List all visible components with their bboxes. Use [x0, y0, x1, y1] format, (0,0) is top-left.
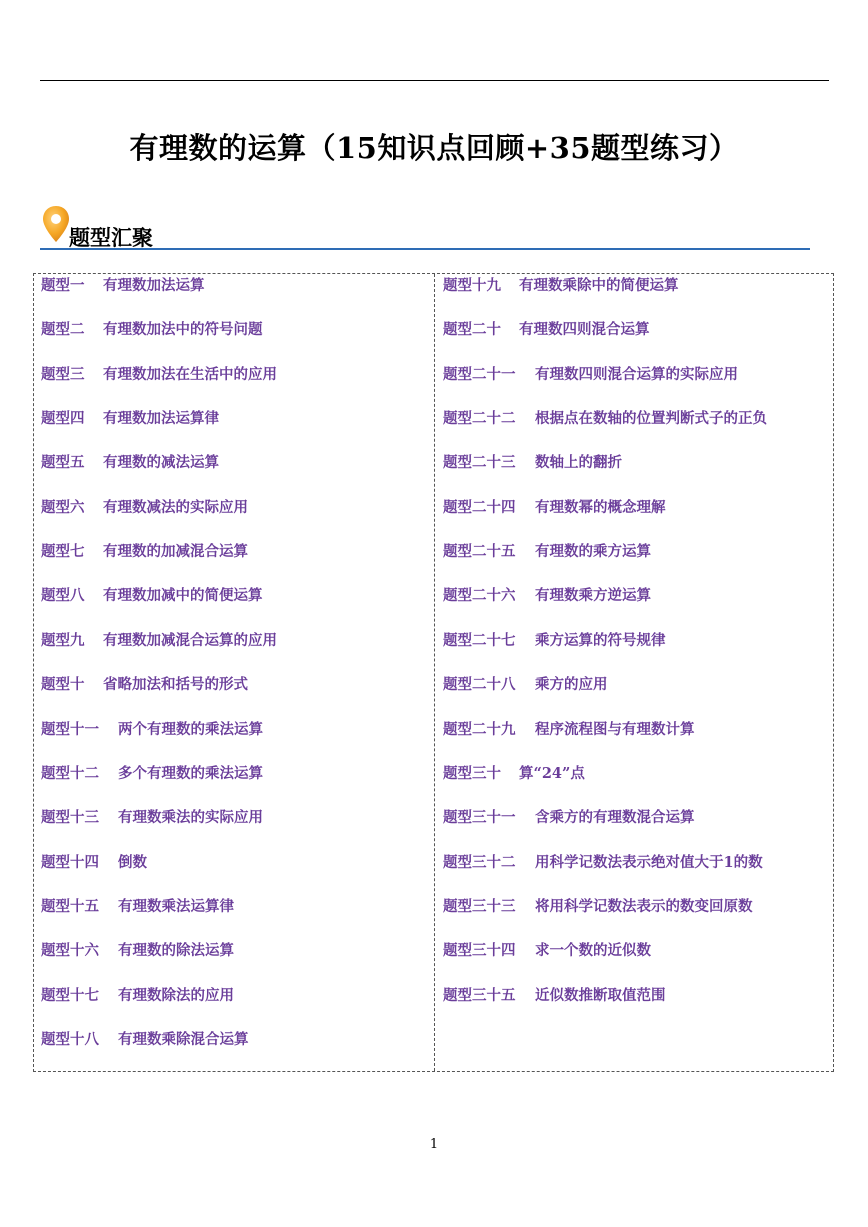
toc-item-number: 题型二十	[443, 321, 501, 339]
toc-item[interactable]	[443, 365, 738, 385]
toc-item-name: 程序流程图与有理数计算	[535, 720, 695, 738]
toc-item-name: 将用科学记数法表示的数变回原数	[535, 897, 753, 915]
toc-item-number: 题型二十二	[443, 410, 516, 428]
toc-item[interactable]	[443, 720, 695, 740]
toc-item-number: 题型三十	[443, 764, 501, 782]
toc-item[interactable]	[41, 365, 277, 385]
toc-item[interactable]	[443, 453, 622, 473]
toc-item-number: 题型八	[41, 587, 85, 605]
toc-item[interactable]	[41, 498, 248, 518]
toc-item-name: 有理数乘法运算律	[118, 897, 234, 915]
toc-item[interactable]	[443, 409, 767, 429]
toc-item-number: 题型二十一	[443, 365, 516, 383]
toc-item[interactable]	[443, 986, 666, 1006]
section-title: 题型汇聚	[69, 225, 153, 250]
toc-item-number: 题型三十二	[443, 853, 516, 871]
toc-item-number: 题型十四	[41, 853, 99, 871]
toc-item[interactable]	[443, 498, 666, 518]
toc-item-number: 题型二十七	[443, 631, 516, 649]
toc-item[interactable]	[443, 941, 651, 961]
toc-item[interactable]	[41, 1030, 249, 1050]
toc-item-name: 有理数加法在生活中的应用	[103, 365, 277, 383]
toc-item[interactable]	[41, 631, 277, 651]
toc-item[interactable]	[443, 586, 651, 606]
toc-item-number: 题型五	[41, 454, 85, 472]
toc-item-number: 题型三十五	[443, 986, 516, 1004]
toc-item-name: 倒数	[118, 853, 147, 871]
toc-item-number: 题型六	[41, 498, 85, 516]
toc-item[interactable]	[443, 542, 651, 562]
toc-item-name: 省略加法和括号的形式	[103, 676, 248, 694]
toc-item[interactable]	[41, 675, 248, 695]
toc-item-name: 有理数的除法运算	[118, 942, 234, 960]
toc-item-name: 含乘方的有理数混合运算	[535, 809, 695, 827]
toc-item-number: 题型四	[41, 410, 85, 428]
toc-item-name: 根据点在数轴的位置判断式子的正负	[535, 410, 767, 428]
toc-item-number: 题型二	[41, 321, 85, 339]
toc-item[interactable]	[41, 320, 263, 340]
toc-item-name: 有理数加法运算	[103, 277, 205, 294]
toc-item[interactable]	[41, 542, 248, 562]
toc-item-number: 题型二十五	[443, 543, 516, 561]
toc-item-number: 题型十一	[41, 720, 99, 738]
header-rule	[40, 80, 829, 81]
toc-item-name: 有理数的加减混合运算	[103, 543, 248, 561]
toc-item[interactable]	[443, 897, 753, 917]
toc-item-number: 题型三十四	[443, 942, 516, 960]
toc-item[interactable]	[41, 409, 219, 429]
question-type-table	[33, 273, 834, 1072]
toc-item-number: 题型十六	[41, 942, 99, 960]
toc-item-name: 有理数减法的实际应用	[103, 498, 248, 516]
toc-item[interactable]	[41, 986, 234, 1006]
toc-item-number: 题型十七	[41, 986, 99, 1004]
location-pin-icon	[41, 204, 71, 244]
toc-item[interactable]	[41, 808, 263, 828]
toc-item-number: 题型三	[41, 365, 85, 383]
toc-item-number: 题型十八	[41, 1030, 99, 1048]
toc-item-name: 数轴上的翻折	[535, 454, 622, 472]
toc-item[interactable]	[443, 675, 608, 695]
toc-item-number: 题型三十一	[443, 809, 516, 827]
toc-item-name: 近似数推断取值范围	[535, 986, 666, 1004]
toc-item-number: 题型十二	[41, 764, 99, 782]
toc-item[interactable]	[41, 897, 234, 917]
section-header	[40, 202, 810, 250]
toc-item[interactable]	[443, 764, 585, 784]
toc-item-name: 求一个数的近似数	[535, 942, 651, 960]
toc-item-number: 题型十三	[41, 809, 99, 827]
toc-item-name: 有理数幂的概念理解	[535, 498, 666, 516]
toc-item-number: 题型二十八	[443, 676, 516, 694]
toc-item-name: 两个有理数的乘法运算	[118, 720, 263, 738]
toc-item[interactable]	[41, 453, 219, 473]
toc-item-number: 题型三十三	[443, 897, 516, 915]
toc-item-number: 题型一	[41, 277, 85, 294]
toc-item[interactable]	[443, 808, 695, 828]
toc-item[interactable]	[443, 320, 650, 340]
toc-item-number: 题型十	[41, 676, 85, 694]
document-title: 有理数的运算（15知识点回顾+35题型练习）	[129, 131, 739, 165]
toc-item[interactable]	[443, 853, 763, 873]
toc-item-number: 题型十九	[443, 277, 501, 294]
toc-item-number: 题型十五	[41, 897, 99, 915]
toc-item-name: 用科学记数法表示绝对值大于1的数	[535, 853, 763, 871]
toc-item-name: 有理数加减中的简便运算	[103, 587, 263, 605]
toc-item-number: 题型二十九	[443, 720, 516, 738]
toc-item-name: 有理数乘除中的简便运算	[519, 277, 679, 294]
toc-item[interactable]	[41, 720, 263, 740]
toc-item-name: 有理数加法中的符号问题	[103, 321, 263, 339]
toc-item-name: 有理数乘方逆运算	[535, 587, 651, 605]
toc-item-name: 乘方运算的符号规律	[535, 631, 666, 649]
toc-item-number: 题型七	[41, 543, 85, 561]
toc-item[interactable]	[41, 853, 147, 873]
toc-item[interactable]	[443, 276, 679, 296]
toc-item[interactable]	[41, 586, 263, 606]
toc-item-name: 有理数除法的应用	[118, 986, 234, 1004]
toc-item-name: 有理数四则混合运算	[519, 321, 650, 339]
toc-item-number: 题型九	[41, 631, 85, 649]
page-number: 1	[429, 1137, 439, 1152]
toc-item-name: 有理数四则混合运算的实际应用	[535, 365, 738, 383]
toc-item-name: 有理数的减法运算	[103, 454, 219, 472]
toc-item-name: 有理数乘法的实际应用	[118, 809, 263, 827]
toc-item-name: 有理数加减混合运算的应用	[103, 631, 277, 649]
toc-item-name: 多个有理数的乘法运算	[118, 764, 263, 782]
toc-item-name: 有理数加法运算律	[103, 410, 219, 428]
toc-item[interactable]	[41, 276, 205, 296]
toc-item[interactable]	[41, 941, 234, 961]
toc-item-name: 乘方的应用	[535, 676, 608, 694]
toc-item-name: 算“24”点	[519, 764, 585, 782]
toc-item-number: 题型二十三	[443, 454, 516, 472]
column-divider	[434, 274, 435, 1071]
toc-item[interactable]	[41, 764, 263, 784]
toc-item-name: 有理数的乘方运算	[535, 543, 651, 561]
toc-item-number: 题型二十六	[443, 587, 516, 605]
toc-item-number: 题型二十四	[443, 498, 516, 516]
toc-item-name: 有理数乘除混合运算	[118, 1030, 249, 1048]
toc-item[interactable]	[443, 631, 666, 651]
